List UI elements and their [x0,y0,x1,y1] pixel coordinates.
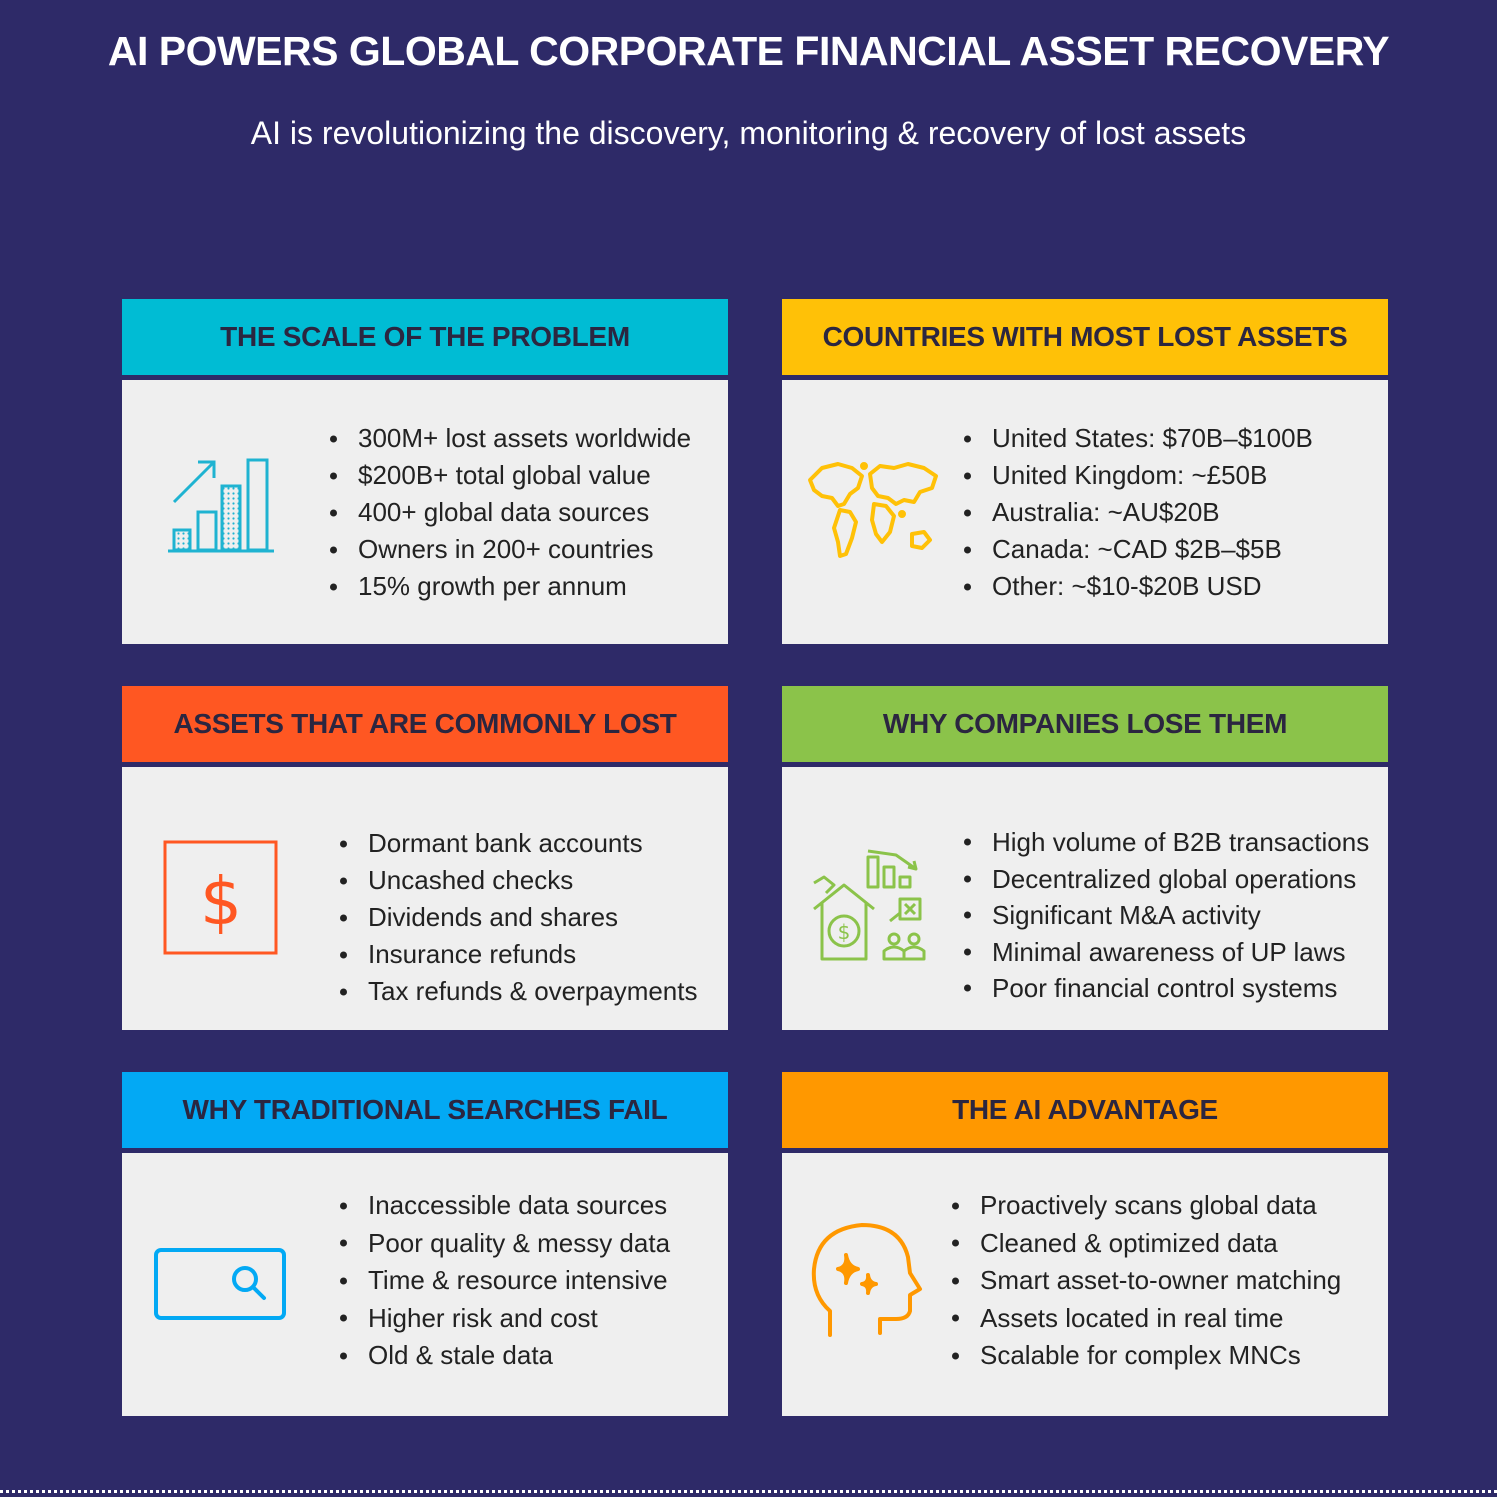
card-list [962,420,1313,605]
card-body [122,380,728,644]
card-header [782,686,1388,762]
list-item: Significant M&A activity [962,897,1369,934]
card-header-label: WHY TRADITIONAL SEARCHES FAIL [182,1094,668,1125]
list-item: Proactively scans global data [950,1187,1341,1225]
list-item: United Kingdom: ~£50B [962,457,1313,494]
ai-head-icon [808,1221,924,1339]
card-header-label: COUNTRIES WITH MOST LOST ASSETS [822,321,1348,352]
list-item: Decentralized global operations [962,861,1369,898]
list-item: Poor quality & messy data [338,1225,670,1263]
card-traditional-searches-fail [122,1072,728,1416]
card-list [950,1187,1341,1375]
page-subtitle: AI is revolutionizing the discovery, monitoring & recovery of lost assets [250,115,1247,151]
list-item: Other: ~$10-$20B USD [962,568,1313,605]
card-header [782,299,1388,375]
search-box-icon [154,1248,288,1322]
card-list [328,420,691,605]
card-ai-advantage [782,1072,1388,1416]
list-item: Assets located in real time [950,1300,1341,1338]
card-header-label: THE SCALE OF THE PROBLEM [220,321,630,352]
list-item: Scalable for complex MNCs [950,1337,1341,1375]
list-item: Inaccessible data sources [338,1187,670,1225]
list-item: Owners in 200+ countries [328,531,691,568]
card-header-label: ASSETS THAT ARE COMMONLY LOST [173,708,677,739]
list-item: Minimal awareness of UP laws [962,934,1369,971]
list-item: Australia: ~AU$20B [962,494,1313,531]
list-item: Tax refunds & overpayments [338,973,698,1010]
card-body [122,767,728,1030]
list-item: Old & stale data [338,1337,670,1375]
card-header [122,1072,728,1148]
card-why-companies-lose [782,686,1388,1030]
list-item: High volume of B2B transactions [962,824,1369,861]
bottom-dotted-divider [0,1490,1497,1493]
page-title: AI POWERS GLOBAL CORPORATE FINANCIAL ASSET RECOVERY [107,28,1390,74]
card-header-label: THE AI ADVANTAGE [952,1094,1218,1125]
list-item: Insurance refunds [338,936,698,973]
list-item: 15% growth per annum [328,568,691,605]
world-map-icon [804,458,940,562]
card-countries [782,299,1388,644]
card-header [122,686,728,762]
list-item: 300M+ lost assets worldwide [328,420,691,457]
card-list [962,824,1369,1007]
card-list [338,825,698,1010]
company-assets-icon [810,847,928,963]
list-item: Dormant bank accounts [338,825,698,862]
list-item: Dividends and shares [338,899,698,936]
list-item: $200B+ total global value [328,457,691,494]
card-list [338,1187,670,1375]
list-item: Time & resource intensive [338,1262,670,1300]
card-header [782,1072,1388,1148]
card-body [782,380,1388,644]
dollar-icon [163,840,279,956]
list-item: 400+ global data sources [328,494,691,531]
card-body [782,767,1388,1030]
list-item: Canada: ~CAD $2B–$5B [962,531,1313,568]
list-item: Uncashed checks [338,862,698,899]
list-item: Smart asset-to-owner matching [950,1262,1341,1300]
card-body [782,1153,1388,1416]
list-item: Higher risk and cost [338,1300,670,1338]
list-item: Cleaned & optimized data [950,1225,1341,1263]
card-body [122,1153,728,1416]
svg-text:$: $ [200,863,242,940]
card-scale-of-problem [122,299,728,644]
list-item: Poor financial control systems [962,970,1369,1007]
svg-text:$: $ [837,920,851,944]
list-item: United States: $70B–$100B [962,420,1313,457]
card-header [122,299,728,375]
card-assets-commonly-lost [122,686,728,1030]
growth-chart-icon [166,456,278,556]
card-header-label: WHY COMPANIES LOSE THEM [882,708,1288,739]
